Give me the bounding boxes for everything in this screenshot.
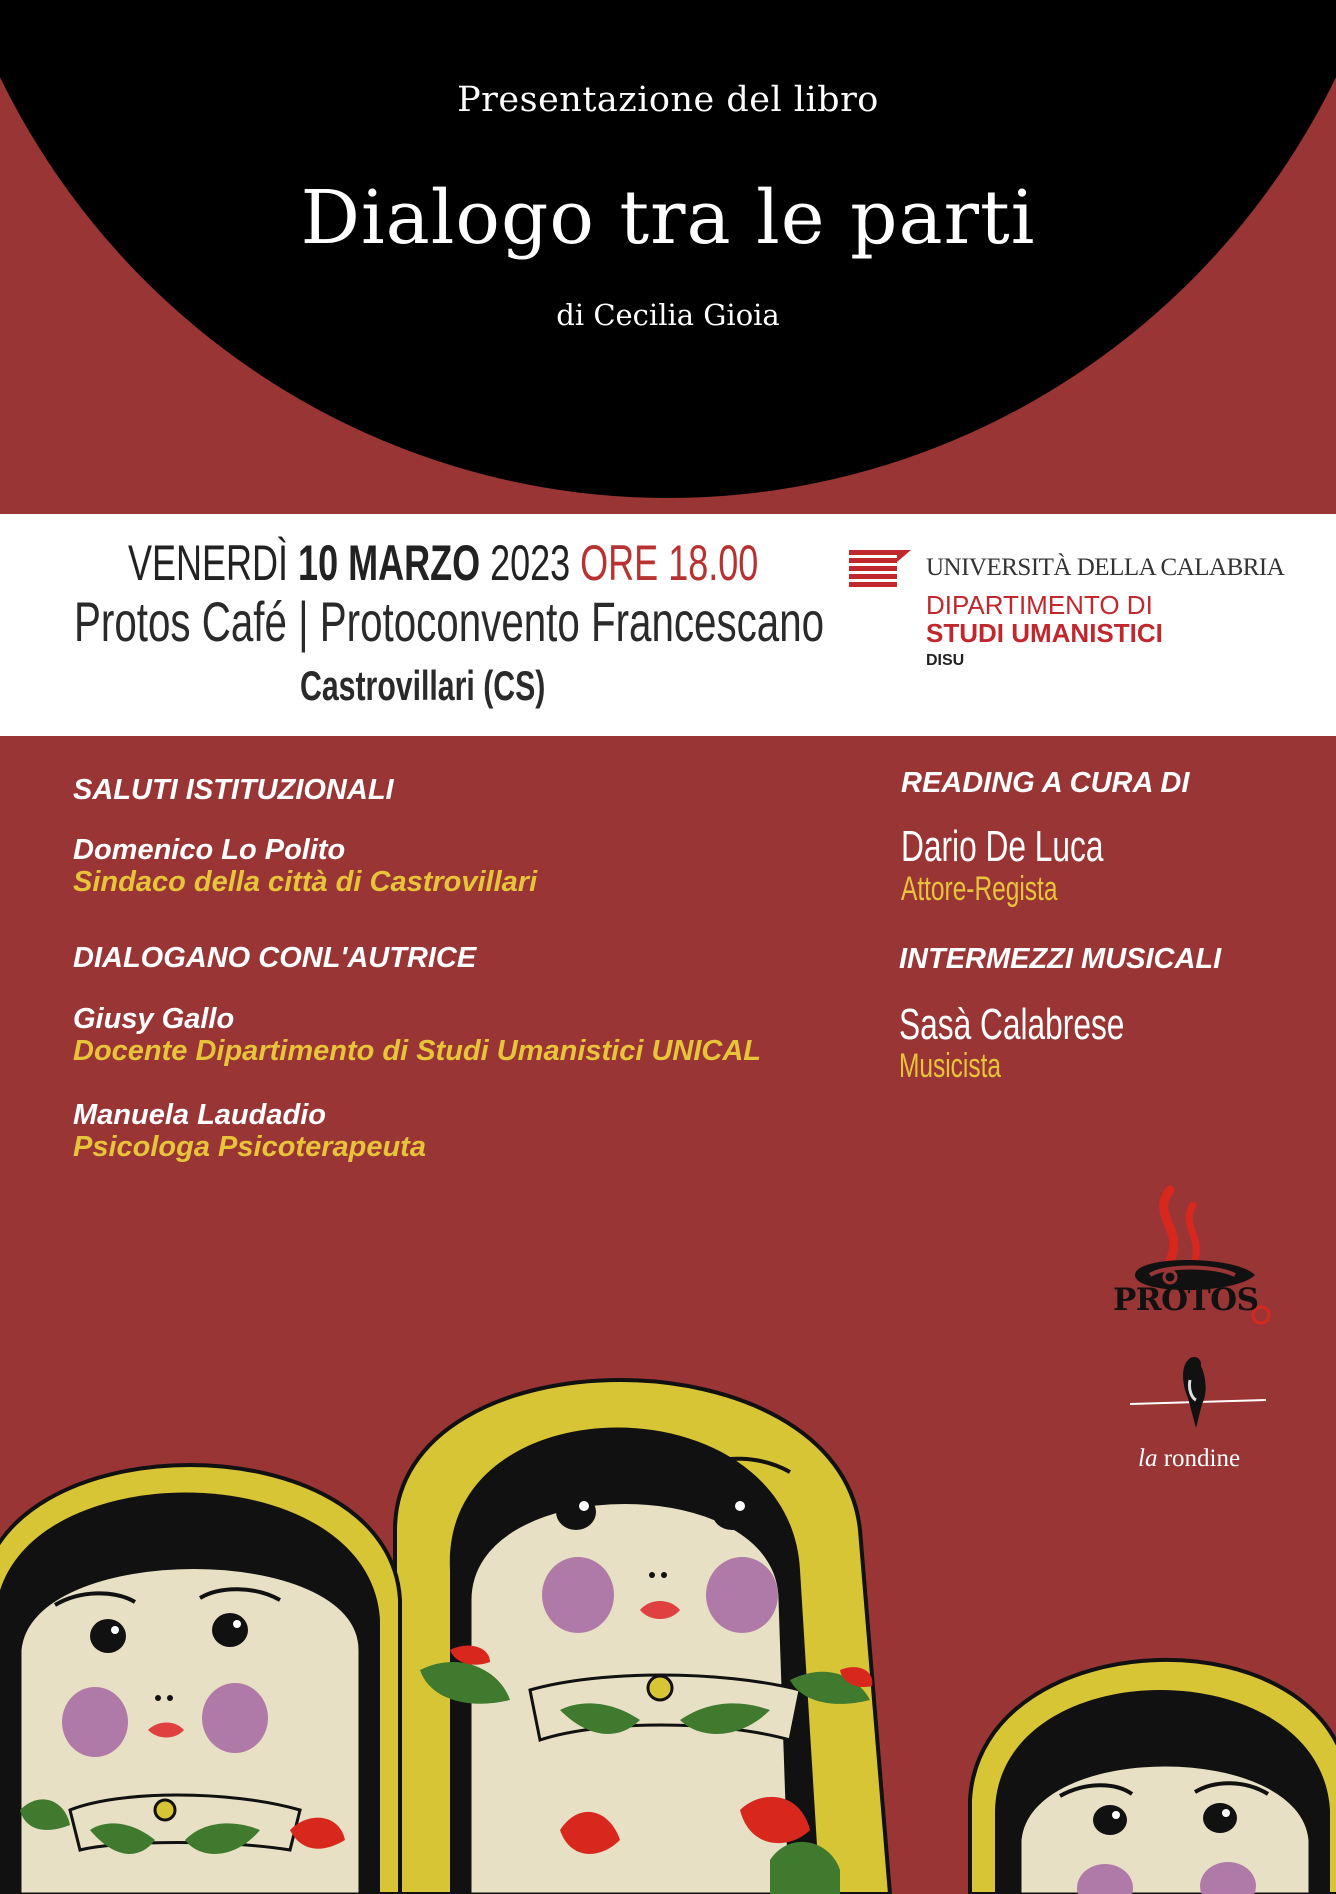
book-author: di Cecilia Gioia [556, 298, 780, 332]
dialogano-heading: DIALOGANO CONL'AUTRICE [73, 942, 477, 974]
book-title: Dialogo tra le parti [300, 175, 1036, 261]
event-venue: Protos Café | Protoconvento Francescano [74, 590, 825, 653]
event-city: Castrovillari (CS) [300, 662, 546, 709]
dialogano-person2-role: Psicologa Psicoterapeuta [73, 1131, 426, 1163]
left-doll [0, 1465, 400, 1894]
saluti-person-name: Domenico Lo Polito [73, 834, 346, 866]
event-time: ORE 18.00 [580, 535, 759, 591]
protos-logo-text: PROTOS [1113, 1282, 1259, 1318]
musica-heading: INTERMEZZI MUSICALI [899, 943, 1222, 975]
saluti-heading: SALUTI ISTITUZIONALI [73, 774, 394, 806]
university-name: UNIVERSITÀ DELLA CALABRIA [926, 554, 1285, 581]
event-year: 2023 [490, 535, 571, 591]
event-date-day-month: 10 MARZO [298, 535, 481, 591]
musica-name: Sasà Calabrese [899, 1000, 1125, 1049]
department-line2: STUDI UMANISTICI [926, 618, 1163, 648]
event-info-band [0, 514, 1336, 736]
saluti-person-role: Sindaco della città di Castrovillari [73, 866, 538, 898]
department-abbr: DISU [926, 652, 965, 669]
reading-name: Dario De Luca [901, 822, 1104, 871]
rondine-name: rondine [1163, 1445, 1241, 1472]
event-date [128, 534, 758, 592]
reading-heading: READING A CURA DI [901, 767, 1190, 799]
reading-role: Attore-Regista [901, 870, 1058, 908]
dialogano-person2-name: Manuela Laudadio [73, 1099, 326, 1131]
center-doll [395, 1380, 890, 1894]
dialogano-person1-role: Docente Dipartimento di Studi Umanistici UNICAL [73, 1035, 761, 1067]
rondine-article: la [1138, 1445, 1158, 1472]
department-line1: DIPARTIMENTO DI [926, 590, 1153, 620]
right-doll [970, 1660, 1336, 1894]
musica-role: Musicista [899, 1047, 1002, 1085]
matryoshka-dolls-illustration [0, 1270, 1336, 1894]
unical-logo-icon [849, 548, 911, 590]
event-day: VENERDÌ [128, 535, 289, 591]
dialogano-person1-name: Giusy Gallo [73, 1003, 235, 1035]
pre-title: Presentazione del libro [457, 80, 879, 120]
